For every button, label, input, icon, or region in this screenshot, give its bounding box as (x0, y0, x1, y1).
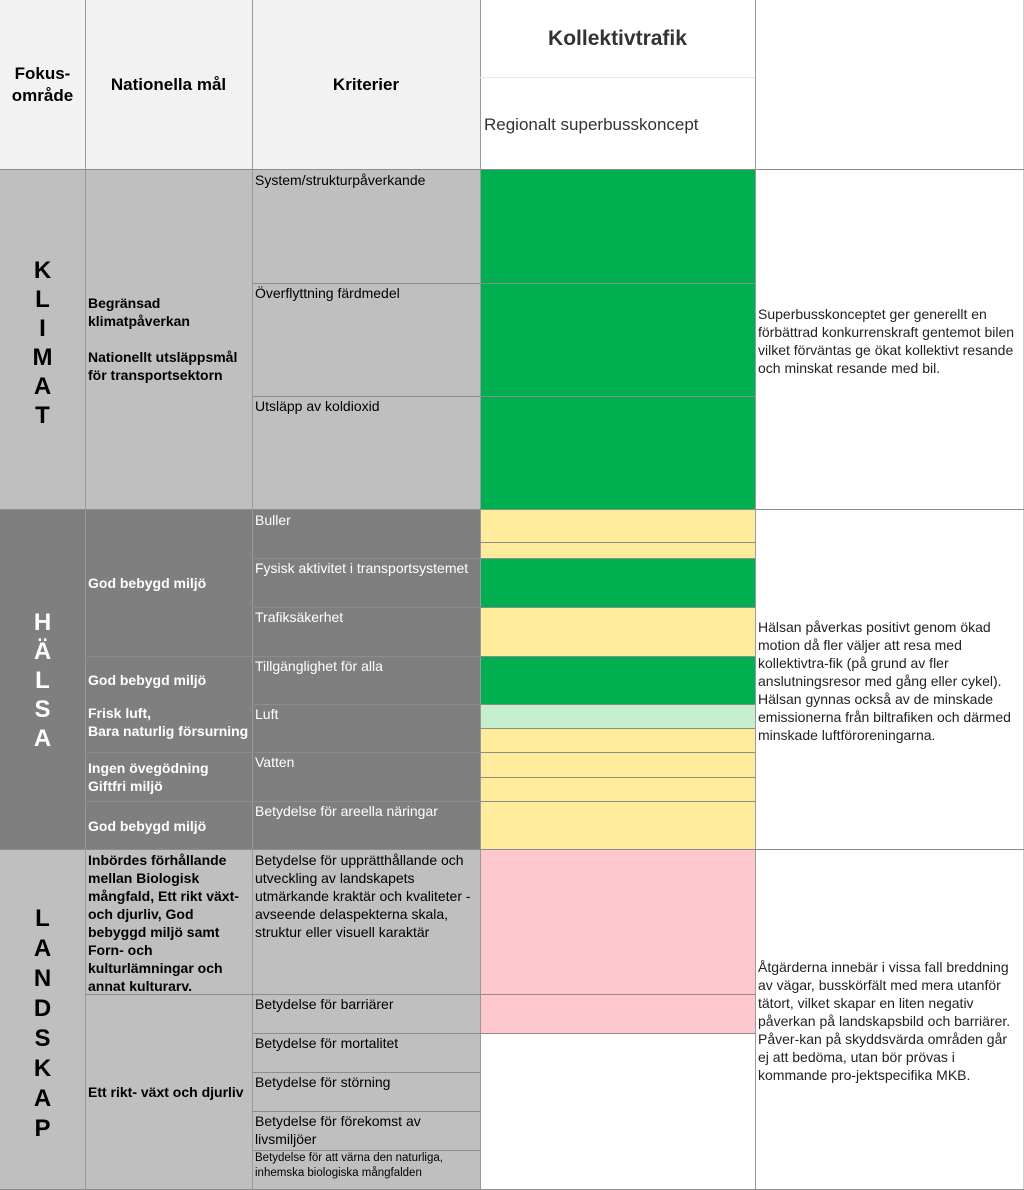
grid-line (480, 77, 755, 78)
rating-co2 (480, 396, 755, 510)
criterion-co2: Utsläpp av koldioxid (252, 396, 480, 510)
goal-landskap-2: Ett rikt- växt och djurliv (85, 994, 252, 1190)
grid-line (480, 728, 755, 729)
rating-transfer (480, 283, 755, 396)
criterion-disturbance: Betydelse för störning (252, 1072, 480, 1111)
goal-halsa-5: God bebygd miljö (85, 801, 252, 850)
header-category: Kollektivtrafik (480, 0, 755, 78)
grid-line (85, 0, 86, 1190)
comment-klimat: Superbusskonceptet ger generellt en förbättrad konkurrenskraft gentemot bilen vilket förväntas ge ökat kollektivt resande och minskat resande med bil. (755, 170, 1024, 510)
grid-line (252, 1111, 480, 1112)
grid-line (252, 283, 755, 284)
rating-system (480, 170, 755, 283)
grid-line (252, 1072, 480, 1073)
criterion-physical-activity: Fysisk aktivitet i transportsystemet (252, 558, 480, 607)
rating-air-a (480, 704, 755, 728)
grid-line (252, 558, 755, 559)
grid-line (480, 0, 481, 1190)
criterion-landscape-character: Betydelse för upprätthållande och utveckling av landskapets utmärkande kraktär och kvaliteter - avseende delaspekterna skala, struktur eller visuell karaktär (252, 850, 480, 994)
focus-halsa: H Ä L S A (0, 510, 85, 850)
header-focus-area: Fokus- område (0, 0, 85, 170)
grid-line (252, 396, 755, 397)
grid-line (85, 994, 755, 995)
rating-noise-b (480, 542, 755, 558)
rating-air-b (480, 728, 755, 752)
grid-line (0, 849, 1024, 850)
criterion-water: Vatten (252, 752, 480, 801)
rating-land-industries (480, 801, 755, 850)
goal-halsa-2: God bebygd miljö (85, 656, 252, 704)
rating-unassessed (480, 1033, 755, 1190)
criterion-air: Luft (252, 704, 480, 752)
goal-klimat: Begränsad klimatpåverkan Nationellt utsläppsmål för transportsektorn (85, 170, 252, 510)
grid-line (755, 0, 756, 1190)
criterion-noise: Buller (252, 510, 480, 558)
goal-halsa-3: Frisk luft, Bara naturlig försurning (85, 704, 252, 752)
grid-line (252, 704, 755, 705)
focus-landskap: L A N D S K A P (0, 850, 85, 1190)
goal-landskap-1: Inbördes förhållande mellan Biologisk mångfald, Ett rikt växt- och djurliv, God bebyggd miljö samt Forn- och kulturlämningar och annat kulturarv. (85, 850, 252, 994)
grid-line (252, 0, 253, 1190)
grid-line (85, 656, 755, 657)
rating-traffic-safety (480, 607, 755, 656)
criterion-habitats: Betydelse för förekomst av livsmiljöer (252, 1111, 480, 1150)
goal-halsa-1: God bebygd miljö (85, 510, 252, 656)
criterion-system: System/strukturpåverkande (252, 170, 480, 283)
rating-accessibility (480, 656, 755, 704)
grid-line (480, 542, 755, 543)
header-measure: Regionalt superbusskoncept (480, 78, 755, 170)
grid-line (85, 752, 755, 753)
focus-klimat: K L I M A T (0, 170, 85, 510)
grid-line (85, 801, 755, 802)
rating-noise-a (480, 510, 755, 542)
criterion-land-industries: Betydelse för areella näringar (252, 801, 480, 850)
criterion-barriers: Betydelse för barriärer (252, 994, 480, 1033)
grid-line (0, 169, 1024, 170)
comment-halsa: Hälsan påverkas positivt genom ökad motion då fler väljer att resa med kollektivtra-fik (på grund av fler anslutningsresor med gång eller cykel). Hälsan gynnas också av de minskade emissionerna från biltrafiken och därmed minskade luftföroreningarna. (755, 510, 1024, 850)
header-criteria: Kriterier (252, 0, 480, 170)
header-comment (755, 0, 1024, 170)
rating-water-a (480, 752, 755, 777)
header-national-goals: Nationella mål (85, 0, 252, 170)
criterion-biodiversity: Betydelse för att värna den naturliga, inhemska biologiska mångfalden (252, 1150, 480, 1190)
criterion-traffic-safety: Trafiksäkerhet (252, 607, 480, 656)
grid-line (252, 1033, 755, 1034)
grid-line (252, 607, 755, 608)
grid-line (480, 777, 755, 778)
grid-line (0, 509, 1024, 510)
criterion-mortality: Betydelse för mortalitet (252, 1033, 480, 1072)
rating-barriers (480, 994, 755, 1033)
grid-line (252, 1150, 480, 1151)
comment-landskap: Åtgärderna innebär i vissa fall breddning av vägar, busskörfält med mera utanför tätort, vilket skapar en liten negativ påverkan på landskapsbild och barriärer. Påver-kan på skyddsvärda områden går ej att bedöma, utan bör prövas i kommande pro-jektspecifika MKB. (755, 850, 1024, 1190)
rating-water-b (480, 777, 755, 801)
criterion-accessibility: Tillgänglighet för alla (252, 656, 480, 704)
goal-halsa-4: Ingen övegödning Giftfri miljö (85, 752, 252, 801)
rating-physical-activity (480, 558, 755, 607)
rating-landscape-character (480, 850, 755, 994)
criterion-transfer: Överflyttning färdmedel (252, 283, 480, 396)
